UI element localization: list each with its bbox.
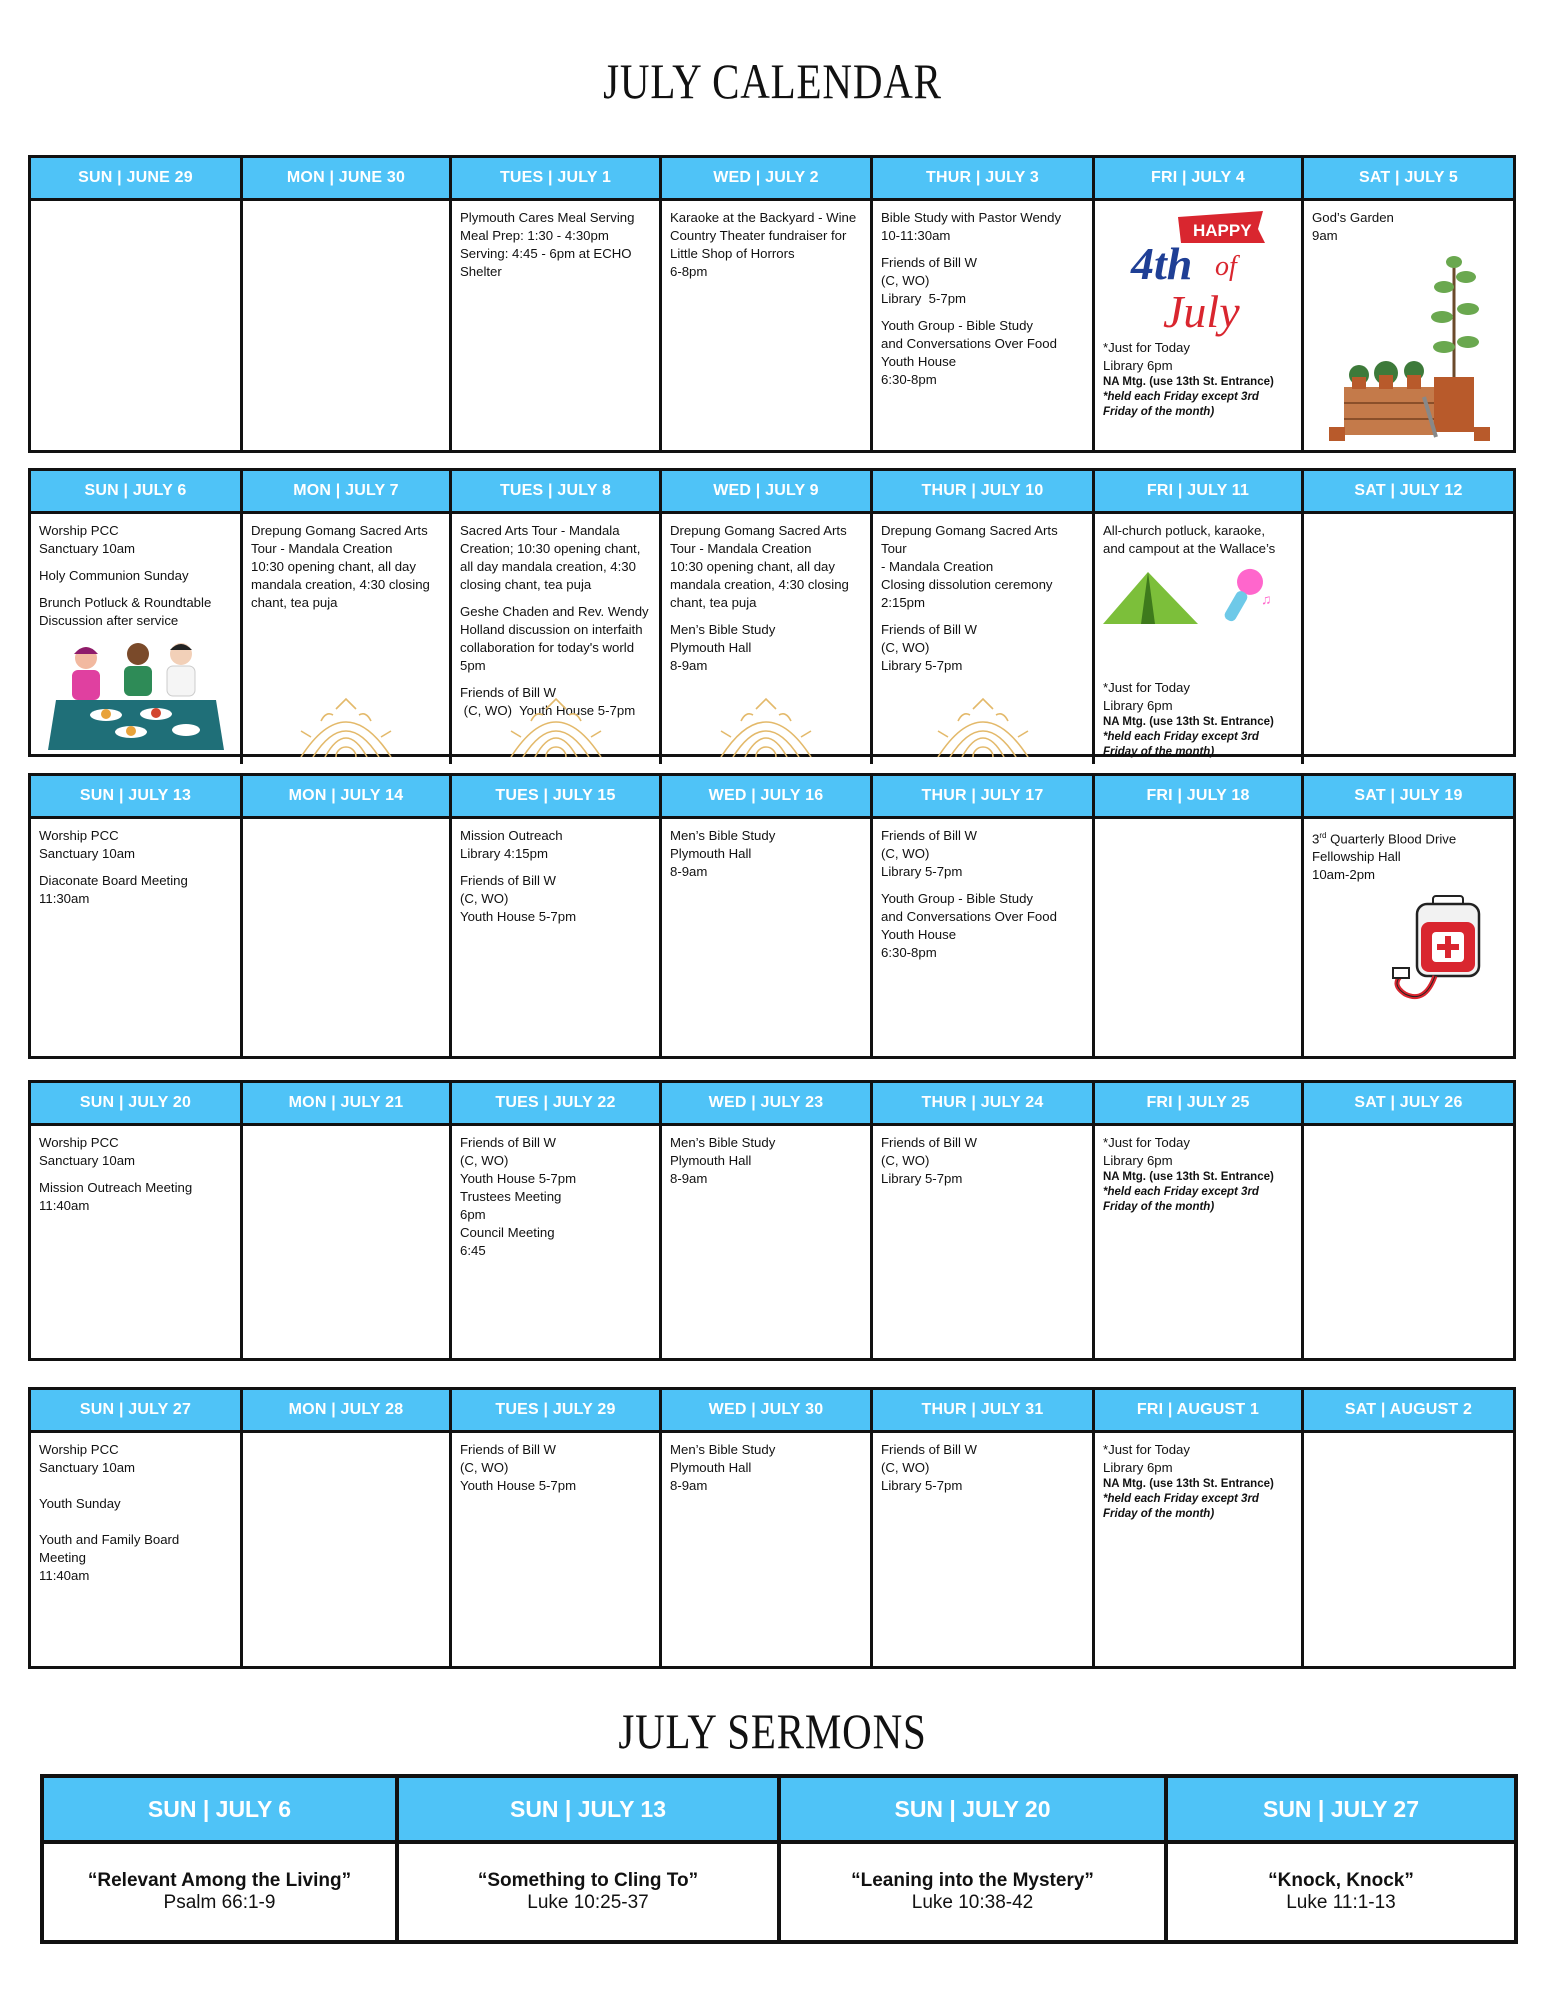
sermon-title: “Knock, Knock” — [1268, 1870, 1414, 1891]
day-events — [662, 1433, 870, 1666]
day-events — [243, 514, 449, 764]
event-line: and Conversations Over Food — [881, 909, 1057, 924]
day-header: WED | JULY 9 — [662, 471, 870, 514]
event-line: 10am-2pm — [1312, 867, 1376, 883]
sermon-details — [1168, 1844, 1514, 1940]
holiday-graphic — [1103, 209, 1293, 339]
calendar-day — [243, 776, 452, 1056]
day-events — [243, 1126, 449, 1358]
day-header: MON | JUNE 30 — [243, 158, 449, 201]
event-line: (C, WO) — [460, 891, 509, 906]
brunch-people-illustration — [39, 640, 232, 752]
event-line: Council Meeting — [460, 1225, 555, 1240]
day-events — [452, 201, 659, 451]
calendar-day — [243, 158, 452, 451]
mandala-decoration — [711, 697, 821, 762]
event-line: Trustees Meeting — [460, 1189, 562, 1204]
event-line: Meal Prep: 1:30 - 4:30pm — [460, 228, 609, 243]
event-line: Friends of Bill W — [881, 255, 977, 270]
day-events — [662, 1126, 870, 1358]
event-line: Youth House — [881, 927, 957, 942]
day-header: THUR | JULY 17 — [873, 776, 1092, 819]
event-line: God’s Garden — [1312, 210, 1394, 225]
calendar-day — [873, 1083, 1095, 1358]
day-events — [1304, 1433, 1513, 1666]
calendar-day — [31, 471, 243, 764]
event-line: Friends of Bill W — [460, 1442, 556, 1457]
event-line: Geshe Chaden and Rev. Wendy — [460, 604, 649, 619]
day-events — [1095, 201, 1301, 451]
event-line: Sanctuary 10am — [39, 1460, 136, 1475]
event-line: 8-9am — [670, 1478, 708, 1493]
sermon-title: “Something to Cling To” — [477, 1870, 699, 1891]
day-header: MON | JULY 7 — [243, 471, 449, 514]
day-header: THUR | JULY 10 — [873, 471, 1092, 514]
event-line: and campout at the Wallace’s — [1103, 541, 1276, 556]
event-line: closing chant, tea puja — [460, 577, 592, 592]
sermon-title: “Leaning into the Mystery” — [851, 1870, 1094, 1891]
event-line: Drepung Gomang Sacred Arts Tour — [881, 523, 1062, 556]
event-line: (C, WO) — [460, 1460, 509, 1475]
day-events — [662, 514, 870, 764]
event-line: Serving: 4:45 - 6pm at ECHO — [460, 246, 632, 261]
day-events — [1304, 201, 1513, 451]
event-line: collaboration for today's world 5pm — [460, 640, 638, 673]
day-header: MON | JULY 28 — [243, 1390, 449, 1433]
sermons-title: JULY SERMONS — [618, 1703, 927, 1759]
calendar-week — [28, 155, 1516, 453]
day-events — [873, 201, 1092, 451]
day-header: THUR | JULY 24 — [873, 1083, 1092, 1126]
event-line: chant, tea puja — [251, 595, 338, 610]
event-line: and Conversations Over Food — [881, 336, 1057, 351]
event-line: Diaconate Board Meeting — [39, 873, 188, 888]
event-line: Shelter — [460, 264, 502, 279]
day-events — [1304, 1126, 1513, 1358]
day-events — [452, 1433, 659, 1666]
event-line: Worship PCC — [39, 1135, 119, 1150]
day-events — [873, 514, 1092, 764]
event-note-italic: Friday of the month) — [1103, 1201, 1215, 1213]
calendar-day — [243, 471, 452, 764]
event-line: Plymouth Hall — [670, 1153, 752, 1168]
calendar-day — [31, 1083, 243, 1358]
calendar-day — [1304, 1083, 1513, 1358]
event-line: Library 5-7pm — [881, 1171, 963, 1186]
day-header: SUN | JULY 20 — [31, 1083, 240, 1126]
calendar-day — [662, 1083, 873, 1358]
day-events — [452, 819, 659, 1056]
day-header: WED | JULY 16 — [662, 776, 870, 819]
event-note-italic: *held each Friday except 3rd — [1103, 391, 1259, 403]
event-line: (C, WO) — [460, 1153, 509, 1168]
event-line: Sanctuary 10am — [39, 541, 136, 556]
event-line: 8-9am — [670, 864, 708, 879]
event-line: Karaoke at the Backyard - Wine — [670, 210, 857, 225]
event-line: Closing dissolution ceremony — [881, 577, 1053, 592]
event-note-bold: NA Mtg. (use 13th St. Entrance) — [1103, 716, 1274, 728]
event-line: Library 4:15pm — [460, 846, 548, 861]
calendar-day — [452, 471, 662, 764]
event-line: Plymouth Cares Meal Serving — [460, 210, 635, 225]
event-line: (C, WO) — [881, 1153, 930, 1168]
day-events — [31, 819, 240, 1056]
day-events — [1095, 1433, 1301, 1666]
event-line: - Mandala Creation — [881, 559, 994, 574]
mandala-icon — [928, 697, 1038, 757]
day-header: FRI | JULY 18 — [1095, 776, 1301, 819]
calendar-day — [1304, 158, 1513, 451]
event-line: Little Shop of Horrors — [670, 246, 795, 261]
svg-text:♫: ♫ — [1261, 591, 1272, 607]
event-line: *Just for Today — [1103, 1135, 1190, 1150]
sermon-scripture: Luke 10:25-37 — [527, 1892, 649, 1913]
event-line: *Just for Today — [1103, 680, 1190, 695]
event-line: Sanctuary 10am — [39, 1153, 136, 1168]
tent-microphone-icon — [1103, 564, 1273, 634]
day-header: SAT | JULY 5 — [1304, 158, 1513, 201]
event-line: Men’s Bible Study — [670, 622, 776, 637]
event-line: Youth House — [881, 354, 957, 369]
day-events — [31, 1433, 240, 1666]
sermon-scripture: Psalm 66:1-9 — [163, 1892, 276, 1913]
event-note-italic: Friday of the month) — [1103, 1508, 1215, 1520]
day-header: SAT | JULY 26 — [1304, 1083, 1513, 1126]
event-line: Friends of Bill W — [881, 1442, 977, 1457]
day-header: TUES | JULY 1 — [452, 158, 659, 201]
sermon-details — [781, 1844, 1164, 1940]
mandala-icon — [291, 697, 401, 757]
event-line: Holland discussion on interfaith — [460, 622, 643, 637]
day-events — [243, 201, 449, 451]
event-line: Library 6pm — [1103, 1153, 1173, 1168]
day-events — [873, 1126, 1092, 1358]
day-header: TUES | JULY 29 — [452, 1390, 659, 1433]
day-header: SAT | JULY 12 — [1304, 471, 1513, 514]
calendar-day — [1304, 471, 1513, 764]
event-line: (C, WO) — [881, 640, 930, 655]
day-events — [873, 1433, 1092, 1666]
event-line: Meeting — [39, 1550, 86, 1565]
blood-bag-icon — [1385, 894, 1505, 1014]
event-line: Library 6pm — [1103, 698, 1173, 713]
event-line: Plymouth Hall — [670, 846, 752, 861]
event-line: Mission Outreach Meeting — [39, 1180, 193, 1195]
sermon-date: SUN | JULY 6 — [44, 1778, 395, 1844]
event-note-bold: NA Mtg. (use 13th St. Entrance) — [1103, 1478, 1274, 1490]
event-line: Worship PCC — [39, 523, 119, 538]
event-line: Holy Communion Sunday — [39, 568, 189, 583]
day-events — [1304, 819, 1513, 1056]
calendar-day — [452, 158, 662, 451]
event-note-italic: *held each Friday except 3rd — [1103, 731, 1259, 743]
calendar-day — [662, 471, 873, 764]
day-events — [662, 819, 870, 1056]
calendar-day — [1304, 1390, 1513, 1666]
event-line: Friends of Bill W — [881, 1135, 977, 1150]
brunch-people-icon — [46, 640, 226, 752]
event-note-italic: *held each Friday except 3rd — [1103, 1493, 1259, 1505]
day-header: SAT | AUGUST 2 — [1304, 1390, 1513, 1433]
event-line: 6pm — [460, 1207, 486, 1222]
event-line: Drepung Gomang Sacred Arts — [251, 523, 428, 538]
event-line: *Just for Today — [1103, 340, 1190, 355]
day-events — [243, 819, 449, 1056]
calendar-day — [1095, 471, 1304, 764]
day-header: SUN | JULY 6 — [31, 471, 240, 514]
day-header: FRI | JULY 25 — [1095, 1083, 1301, 1126]
calendar-day — [1095, 1083, 1304, 1358]
event-line: Discussion after service — [39, 613, 179, 628]
day-header: TUES | JULY 22 — [452, 1083, 659, 1126]
calendar-day — [1095, 1390, 1304, 1666]
day-header: THUR | JULY 31 — [873, 1390, 1092, 1433]
calendar-day — [1304, 776, 1513, 1056]
event-line: Tour - Mandala Creation — [670, 541, 812, 556]
day-events — [31, 201, 240, 451]
calendar-day — [31, 776, 243, 1056]
sermon-title: “Relevant Among the Living” — [87, 1870, 352, 1891]
page-title: JULY CALENDAR — [603, 53, 942, 109]
event-line: Youth House 5-7pm — [460, 1478, 577, 1493]
mandala-icon — [501, 697, 611, 757]
calendar-week — [28, 1387, 1516, 1669]
garden-plants-icon — [1324, 247, 1494, 447]
day-events — [873, 819, 1092, 1056]
sermon-date: SUN | JULY 13 — [399, 1778, 777, 1844]
calendar-day — [873, 776, 1095, 1056]
calendar-day — [31, 158, 243, 451]
day-header: FRI | JULY 4 — [1095, 158, 1301, 201]
event-line: 10:30 opening chant, all day — [670, 559, 835, 574]
calendar-week — [28, 773, 1516, 1059]
event-line: 10:30 opening chant, all day — [251, 559, 416, 574]
calendar-day — [1095, 158, 1304, 451]
event-line: Mission Outreach — [460, 828, 563, 843]
calendar-day — [1095, 776, 1304, 1056]
event-line: 8-9am — [670, 1171, 708, 1186]
event-line: Sanctuary 10am — [39, 846, 136, 861]
sermon-date: SUN | JULY 27 — [1168, 1778, 1514, 1844]
event-line: Youth Group - Bible Study — [881, 891, 1033, 906]
event-line: Library 5-7pm — [881, 658, 963, 673]
event-note-bold: NA Mtg. (use 13th St. Entrance) — [1103, 376, 1274, 388]
event-line: Tour - Mandala Creation — [251, 541, 393, 556]
svg-text:4th: 4th — [1131, 238, 1193, 289]
sermon-cell — [1168, 1778, 1514, 1940]
event-line: Men’s Bible Study — [670, 1442, 776, 1457]
day-header: TUES | JULY 8 — [452, 471, 659, 514]
event-note-italic: Friday of the month) — [1103, 406, 1215, 418]
event-line: *Just for Today — [1103, 1442, 1190, 1457]
event-line: Library 5-7pm — [881, 864, 963, 879]
day-header: MON | JULY 14 — [243, 776, 449, 819]
calendar-day — [873, 471, 1095, 764]
mandala-decoration — [291, 697, 401, 762]
event-line: Library 5-7pm — [881, 291, 967, 306]
mandala-icon — [711, 697, 821, 757]
calendar-week — [28, 1080, 1516, 1361]
blood-bag-illustration — [1312, 894, 1505, 1014]
event-note-italic: *held each Friday except 3rd — [1103, 1186, 1259, 1198]
event-line: Sacred Arts Tour - Mandala — [460, 523, 620, 538]
calendar-week — [28, 468, 1516, 757]
event-line: 6:30-8pm — [881, 372, 937, 387]
event-line: 8-9am — [670, 658, 708, 673]
sermon-cell — [44, 1778, 399, 1940]
event-line: Creation; 10:30 opening chant, — [460, 541, 641, 556]
mandala-decoration — [501, 697, 611, 762]
event-line: Drepung Gomang Sacred Arts — [670, 523, 847, 538]
event-line: Youth Group - Bible Study — [881, 318, 1033, 333]
event-note-italic: Friday of the month) — [1103, 746, 1215, 758]
event-line: Friends of Bill W — [460, 873, 556, 888]
event-line: Plymouth Hall — [670, 1460, 752, 1475]
event-line: All-church potluck, karaoke, — [1103, 523, 1265, 538]
calendar-day — [243, 1083, 452, 1358]
event-line: Brunch Potluck & Roundtable — [39, 595, 212, 610]
event-note-bold: NA Mtg. (use 13th St. Entrance) — [1103, 1171, 1274, 1183]
day-events — [662, 201, 870, 451]
sermon-details — [44, 1844, 395, 1940]
garden-plants-illustration — [1312, 247, 1505, 447]
sermon-cell — [399, 1778, 781, 1940]
event-line: Youth and Family Board — [39, 1532, 180, 1547]
event-line: mandala creation, 4:30 closing — [251, 577, 430, 592]
calendar-day — [452, 1390, 662, 1666]
sermon-details — [399, 1844, 777, 1940]
day-header: SUN | JUNE 29 — [31, 158, 240, 201]
svg-text:HAPPY: HAPPY — [1193, 221, 1252, 240]
event-line: Friends of Bill W — [460, 685, 556, 700]
calendar-day — [243, 1390, 452, 1666]
day-events — [1095, 1126, 1301, 1358]
event-line: Plymouth Hall — [670, 640, 752, 655]
event-line: Worship PCC — [39, 1442, 119, 1457]
event-line: Bible Study with Pastor Wendy — [881, 210, 1062, 225]
campout-graphic — [1103, 564, 1293, 639]
calendar-day — [452, 776, 662, 1056]
day-header: TUES | JULY 15 — [452, 776, 659, 819]
event-line: 6:30-8pm — [881, 945, 937, 960]
event-line: 11:30am — [39, 891, 90, 906]
day-header: SAT | JULY 19 — [1304, 776, 1513, 819]
event-line: Country Theater fundraiser for — [670, 228, 847, 243]
day-header: WED | JULY 2 — [662, 158, 870, 201]
svg-text:July: July — [1163, 286, 1240, 337]
sermon-cell — [781, 1778, 1168, 1940]
event-line: Youth Sunday — [39, 1496, 121, 1511]
day-header: FRI | AUGUST 1 — [1095, 1390, 1301, 1433]
calendar-day — [662, 776, 873, 1056]
day-header: WED | JULY 23 — [662, 1083, 870, 1126]
day-header: FRI | JULY 11 — [1095, 471, 1301, 514]
day-events — [1095, 819, 1301, 1056]
calendar-day — [873, 158, 1095, 451]
day-header: MON | JULY 21 — [243, 1083, 449, 1126]
event-line: Men’s Bible Study — [670, 1135, 776, 1150]
event-line: 10-11:30am — [881, 228, 951, 243]
calendar-day — [662, 1390, 873, 1666]
event-line: Library 6pm — [1103, 358, 1173, 373]
sermon-date: SUN | JULY 20 — [781, 1778, 1164, 1844]
event-line: Men’s Bible Study — [670, 828, 776, 843]
calendar-day — [662, 158, 873, 451]
sermon-scripture: Luke 11:1-13 — [1286, 1892, 1396, 1913]
event-line: chant, tea puja — [670, 595, 757, 610]
day-header: WED | JULY 30 — [662, 1390, 870, 1433]
event-line: Fellowship Hall — [1312, 849, 1401, 865]
event-line: 6:45 — [460, 1243, 486, 1258]
event-line: (C, WO) — [881, 846, 930, 861]
day-events — [1095, 514, 1301, 764]
event-line: 11:40am — [39, 1568, 90, 1583]
svg-text:of: of — [1215, 251, 1237, 282]
event-line: Youth House 5-7pm — [460, 909, 577, 924]
sermons-table — [40, 1774, 1518, 1944]
calendar-day — [452, 1083, 662, 1358]
mandala-decoration — [928, 697, 1038, 762]
event-line: Youth House 5-7pm — [460, 1171, 577, 1186]
day-events — [31, 1126, 240, 1358]
event-line: Friends of Bill W — [460, 1135, 556, 1150]
event-line: (C, WO) — [881, 1460, 930, 1475]
event-line: 6-8pm — [670, 264, 708, 279]
day-events — [1304, 514, 1513, 764]
fourth-of-july-icon — [1123, 209, 1273, 339]
event-line: Worship PCC — [39, 828, 119, 843]
day-header: THUR | JULY 3 — [873, 158, 1092, 201]
day-header: SUN | JULY 27 — [31, 1390, 240, 1433]
event-line: 3rd Quarterly Blood Drive — [1312, 831, 1457, 847]
event-line: 2:15pm — [881, 595, 925, 610]
event-line: (C, WO) — [881, 273, 930, 288]
day-events — [31, 514, 240, 764]
day-events — [452, 514, 659, 764]
day-header: SUN | JULY 13 — [31, 776, 240, 819]
calendar-day — [31, 1390, 243, 1666]
calendar-day — [873, 1390, 1095, 1666]
event-line: Friends of Bill W — [881, 622, 977, 637]
event-line: 11:40am — [39, 1198, 90, 1213]
event-line: Friends of Bill W — [881, 828, 977, 843]
event-line: all day mandala creation, 4:30 — [460, 559, 636, 574]
sermon-scripture: Luke 10:38-42 — [911, 1892, 1034, 1913]
event-line: mandala creation, 4:30 closing — [670, 577, 849, 592]
event-line: (C, WO) Youth House 5-7pm — [460, 703, 636, 718]
day-events — [452, 1126, 659, 1358]
event-line: Library 5-7pm — [881, 1478, 963, 1493]
day-events — [243, 1433, 449, 1666]
event-line: Library 6pm — [1103, 1460, 1173, 1475]
event-line: 9am — [1312, 228, 1338, 243]
